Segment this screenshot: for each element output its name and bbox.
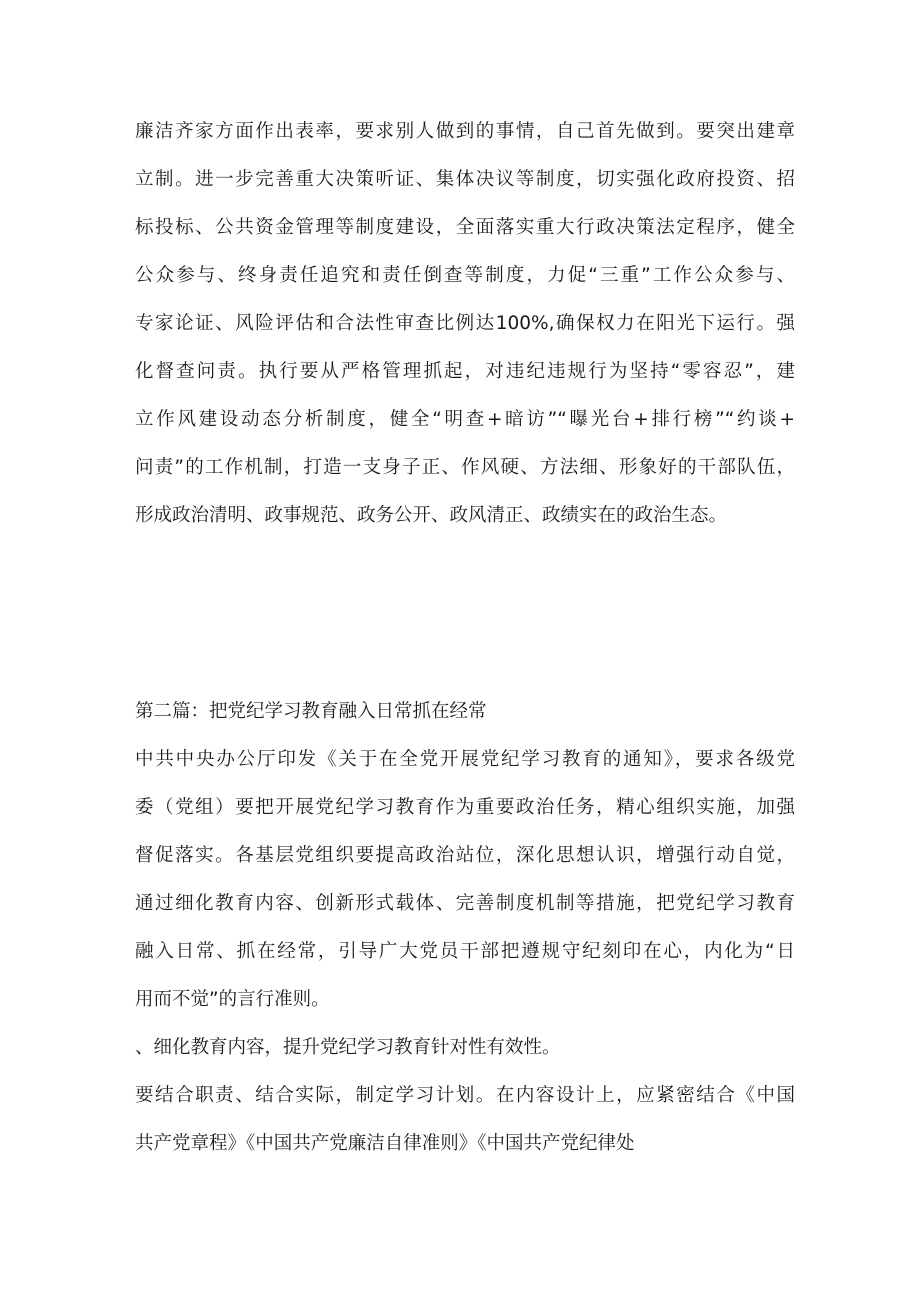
text-line: 廉洁齐家方面作出表率，要求别人做到的事情，自己首先做到。要突出建章: [135, 121, 795, 142]
text-line: 通过细化教育内容、创新形式载体、完善制度机制等措施，把党纪学习教育: [135, 893, 795, 914]
text-line: 要结合职责、结合实际，制定学习计划。在内容设计上，应紧密结合《中国: [135, 1085, 795, 1106]
text-line: 标投标、公共资金管理等制度建设，全面落实重大行政决策法定程序，健全: [135, 217, 795, 238]
text-line: 融入日常、抓在经常，引导广大党员干部把遵规守纪刻印在心，内化为“日: [135, 941, 795, 962]
text-line: 立制。进一步完善重大决策听证、集体决议等制度，切实强化政府投资、招: [135, 169, 795, 190]
text-line: 委（党组）要把开展党纪学习教育作为重要政治任务，精心组织实施，加强: [135, 797, 795, 818]
text-line: 公众参与、终身责任追究和责任倒查等制度，力促“三重”工作公众参与、: [135, 265, 795, 286]
paragraph-section-1: [135, 108, 795, 540]
text-line: 督促落实。各基层党组织要提高政治站位，深化思想认识，增强行动自觉，: [135, 845, 795, 866]
section-2-title: 第二篇：把党纪学习教育融入日常抓在经常: [135, 701, 487, 722]
text-line: 立作风建设动态分析制度，健全“明查+暗访”“曝光台+排行榜”“约谈+: [135, 409, 795, 430]
subheading-line: 、细化教育内容，提升党纪学习教育针对性有效性。: [135, 1037, 561, 1058]
section-heading: [135, 688, 795, 736]
text-line: 用而不觉”的言行准则。: [135, 989, 330, 1010]
text-line: 中共中央办公厅印发《关于在全党开展党纪学习教育的通知》，要求各级党: [135, 749, 795, 770]
text-line: 化督查问责。执行要从严格管理抓起，对违纪违规行为坚持“零容忍”，建: [135, 361, 795, 382]
text-line: 形成政治清明、政事规范、政务公开、政风清正、政绩实在的政治生态。: [135, 505, 728, 526]
paragraph-section-2: [135, 736, 795, 1168]
text-line: 共产党章程》《中国共产党廉洁自律准则》《中国共产党纪律处: [135, 1133, 635, 1154]
text-line: 问责”的工作机制，打造一支身子正、作风硬、方法细、形象好的干部队伍，: [135, 457, 795, 478]
text-line: 专家论证、风险评估和合法性审查比例达100%,确保权力在阳光下运行。强: [135, 313, 795, 334]
